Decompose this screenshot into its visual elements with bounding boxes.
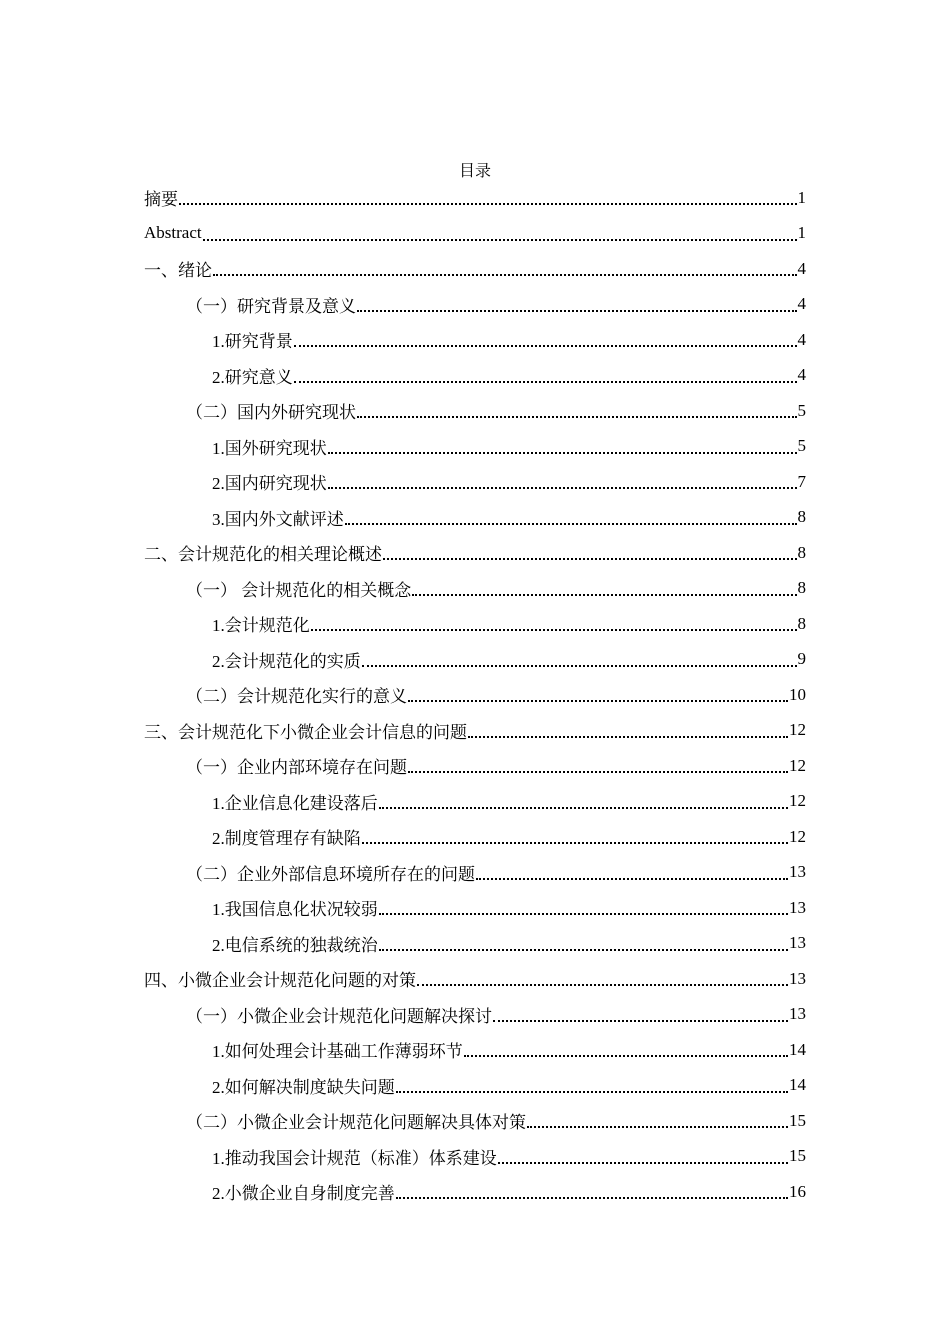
- toc-entry-page-number: 7: [797, 471, 806, 491]
- toc-entry-page-number: 1: [797, 187, 806, 207]
- toc-entry[interactable]: [186, 748, 806, 784]
- toc-entry-text: （一）企业内部环境存在问题: [186, 753, 407, 778]
- dot-leader: [408, 770, 788, 773]
- toc-entry[interactable]: [144, 713, 806, 749]
- toc-entry-text: （二）国内外研究现状: [186, 398, 356, 423]
- toc-entry[interactable]: [212, 926, 806, 962]
- toc-entry-text: 摘要: [144, 185, 178, 210]
- toc-entry-text: 二、会计规范化的相关理论概述: [144, 540, 382, 565]
- toc-entry-page-number: 10: [789, 684, 806, 704]
- toc-entry-text: （二）会计规范化实行的意义: [186, 682, 407, 707]
- toc-entry-text: （二）企业外部信息环境所存在的问题: [186, 860, 475, 885]
- toc-entry-page-number: 12: [789, 755, 806, 775]
- toc-entry[interactable]: [212, 606, 806, 642]
- toc-entry[interactable]: [212, 429, 806, 465]
- toc-entry-text: 2.如何解决制度缺失问题: [212, 1073, 395, 1098]
- dot-leader: [345, 522, 797, 525]
- toc-entry-text: （一）研究背景及意义: [186, 292, 356, 317]
- toc-entry[interactable]: [212, 642, 806, 678]
- toc-entry-page-number: 13: [789, 897, 806, 917]
- dot-leader: [379, 912, 788, 915]
- dot-leader: [362, 664, 797, 667]
- toc-entry-text: 2.电信系统的独裁统治: [212, 931, 378, 956]
- toc-entry-page-number: 8: [797, 578, 806, 598]
- toc-list: [0, 180, 950, 1210]
- toc-entry[interactable]: [212, 890, 806, 926]
- toc-entry[interactable]: [212, 1174, 806, 1210]
- toc-entry-text: 1.国外研究现状: [212, 434, 327, 459]
- toc-entry-text: 一、绪论: [144, 256, 212, 281]
- toc-entry[interactable]: [212, 819, 806, 855]
- toc-entry-text: 三、会计规范化下小微企业会计信息的问题: [144, 718, 467, 743]
- dot-leader: [379, 806, 788, 809]
- toc-entry[interactable]: [186, 393, 806, 429]
- dot-leader: [396, 1196, 788, 1199]
- toc-entry-page-number: 13: [789, 1004, 806, 1024]
- toc-entry[interactable]: [144, 216, 806, 252]
- toc-entry-page-number: 13: [789, 968, 806, 988]
- dot-leader: [408, 699, 788, 702]
- toc-entry-page-number: 4: [797, 294, 806, 314]
- toc-entry[interactable]: [212, 358, 806, 394]
- toc-entry-text: （二）小微企业会计规范化问题解决具体对策: [186, 1108, 526, 1133]
- toc-entry-text: （一） 会计规范化的相关概念: [186, 576, 411, 601]
- toc-entry[interactable]: [212, 322, 806, 358]
- dot-leader: [379, 948, 788, 951]
- toc-entry[interactable]: [144, 180, 806, 216]
- toc-entry[interactable]: [186, 571, 806, 607]
- toc-entry-text: 1.会计规范化: [212, 611, 310, 636]
- toc-entry-text: 2.小微企业自身制度完善: [212, 1179, 395, 1204]
- toc-entry-page-number: 9: [797, 649, 806, 669]
- dot-leader: [213, 273, 797, 276]
- toc-entry-page-number: 1: [797, 223, 806, 243]
- toc-entry[interactable]: [186, 677, 806, 713]
- toc-entry-text: 2.制度管理存有缺陷: [212, 824, 361, 849]
- toc-entry-page-number: 15: [789, 1110, 806, 1130]
- toc-entry-page-number: 4: [797, 329, 806, 349]
- dot-leader: [417, 983, 788, 986]
- toc-entry-page-number: 8: [797, 613, 806, 633]
- toc-entry-page-number: 8: [797, 507, 806, 527]
- toc-entry[interactable]: [212, 1068, 806, 1104]
- dot-leader: [464, 1054, 788, 1057]
- toc-entry-page-number: 4: [797, 258, 806, 278]
- toc-entry[interactable]: [212, 1032, 806, 1068]
- toc-entry-page-number: 5: [797, 436, 806, 456]
- toc-entry-page-number: 5: [797, 400, 806, 420]
- toc-title: 目录: [458, 163, 491, 180]
- toc-entry-page-number: 8: [797, 542, 806, 562]
- toc-entry-text: 2.国内研究现状: [212, 469, 327, 494]
- toc-entry-text: 1.企业信息化建设落后: [212, 789, 378, 814]
- toc-entry-text: 1.如何处理会计基础工作薄弱环节: [212, 1037, 463, 1062]
- toc-entry[interactable]: [186, 1103, 806, 1139]
- dot-leader: [396, 1090, 788, 1093]
- toc-entry-page-number: 15: [789, 1146, 806, 1166]
- dot-leader: [412, 593, 796, 596]
- dot-leader: [527, 1125, 788, 1128]
- toc-entry-page-number: 14: [789, 1075, 806, 1095]
- dot-leader: [294, 344, 797, 347]
- toc-entry-page-number: 14: [789, 1039, 806, 1059]
- toc-entry[interactable]: [144, 535, 806, 571]
- dot-leader: [203, 238, 797, 241]
- dot-leader: [179, 202, 797, 205]
- toc-entry-page-number: 12: [789, 791, 806, 811]
- toc-entry-text: 1.我国信息化状况较弱: [212, 895, 378, 920]
- toc-entry[interactable]: [212, 1139, 806, 1175]
- dot-leader: [328, 451, 797, 454]
- dot-leader: [328, 486, 797, 489]
- toc-entry[interactable]: [186, 997, 806, 1033]
- toc-entry-text: 2.研究意义: [212, 363, 293, 388]
- toc-entry-text: 四、小微企业会计规范化问题的对策: [144, 966, 416, 991]
- toc-entry[interactable]: [186, 287, 806, 323]
- dot-leader: [383, 557, 797, 560]
- dot-leader: [476, 877, 788, 880]
- toc-entry-page-number: 4: [797, 365, 806, 385]
- toc-entry-text: 3.国内外文献评述: [212, 505, 344, 530]
- dot-leader: [357, 309, 797, 312]
- toc-entry-page-number: 13: [789, 862, 806, 882]
- dot-leader: [294, 380, 797, 383]
- dot-leader: [493, 1019, 788, 1022]
- dot-leader: [468, 735, 788, 738]
- toc-entry[interactable]: [186, 855, 806, 891]
- toc-entry[interactable]: [144, 251, 806, 287]
- toc-entry-page-number: 12: [789, 720, 806, 740]
- toc-entry-text: 1.推动我国会计规范（标准）体系建设: [212, 1144, 497, 1169]
- toc-entry-page-number: 12: [789, 826, 806, 846]
- dot-leader: [362, 841, 788, 844]
- toc-entry-text: Abstract: [144, 223, 202, 243]
- dot-leader: [498, 1161, 788, 1164]
- toc-entry[interactable]: [144, 961, 806, 997]
- dot-leader: [311, 628, 797, 631]
- toc-entry-page-number: 16: [789, 1181, 806, 1201]
- toc-entry-text: （一）小微企业会计规范化问题解决探讨: [186, 1002, 492, 1027]
- toc-entry[interactable]: [212, 784, 806, 820]
- toc-entry-text: 2.会计规范化的实质: [212, 647, 361, 672]
- toc-entry-text: 1.研究背景: [212, 327, 293, 352]
- dot-leader: [357, 415, 797, 418]
- toc-entry-page-number: 13: [789, 933, 806, 953]
- toc-entry[interactable]: [212, 464, 806, 500]
- toc-entry[interactable]: [212, 500, 806, 536]
